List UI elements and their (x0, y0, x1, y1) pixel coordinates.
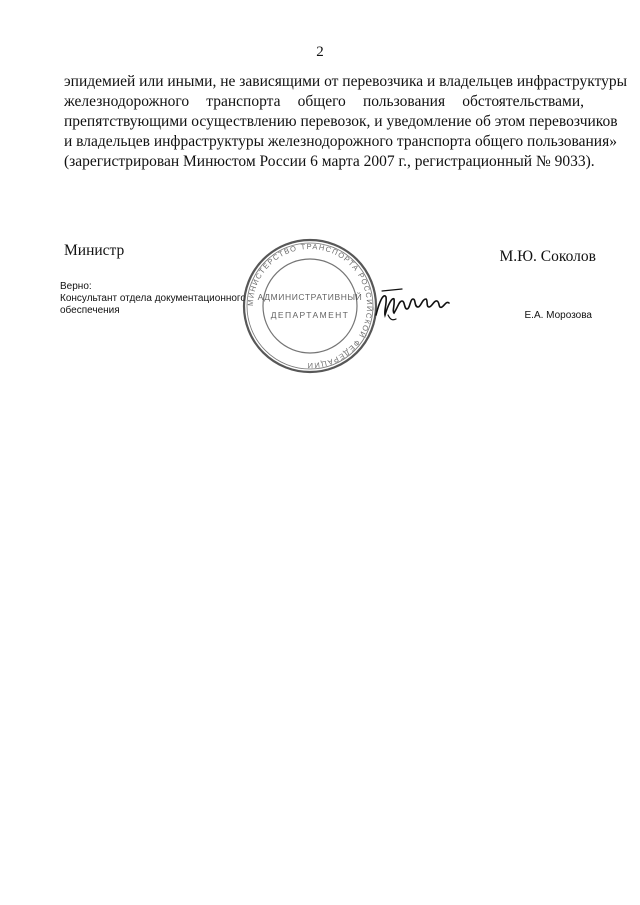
certifier-name: Е.А. Морозова (524, 310, 592, 321)
signatory-name: М.Ю. Соколов (499, 248, 596, 265)
body-line: и владельцев инфраструктуры железнодорожного транспорта общего пользования» (64, 133, 617, 150)
svg-text:МИНИСТЕРСТВО ТРАНСПОРТА РОССИЙ (246, 242, 374, 370)
stamp-inner-line2: ДЕПАРТАМЕНТ (270, 310, 350, 320)
body-line: препятствующими осуществлению перевозок, и уведомление об этом перевозчиков (64, 113, 618, 130)
body-paragraph (64, 72, 628, 172)
stamp-inner-line1: АДМИНИСТРАТИВНЫЙ (257, 292, 363, 302)
body-line: (зарегистрирован Минюстом России 6 марта 2007 г., регистрационный № 9033). (64, 153, 595, 170)
certification-position: Консультант отдела документационного (60, 293, 246, 304)
body-line: эпидемией или иными, не зависящими от перевозчика и владельцев инфраструктуры (64, 73, 628, 90)
certification-label: Верно: (60, 281, 92, 292)
certification-position-cont: обеспечения (60, 305, 120, 316)
body-line: железнодорожного транспорта общего пользования обстоятельствами, (64, 93, 584, 110)
official-stamp (240, 236, 380, 376)
stamp-outer-text: МИНИСТЕРСТВО ТРАНСПОРТА РОССИЙСКОЙ ФЕДЕРАЦИИ (245, 241, 375, 371)
signatory-title: Министр (64, 242, 125, 259)
certification-block (60, 281, 246, 317)
handwritten-signature (372, 285, 452, 325)
page-number: 2 (316, 44, 324, 60)
